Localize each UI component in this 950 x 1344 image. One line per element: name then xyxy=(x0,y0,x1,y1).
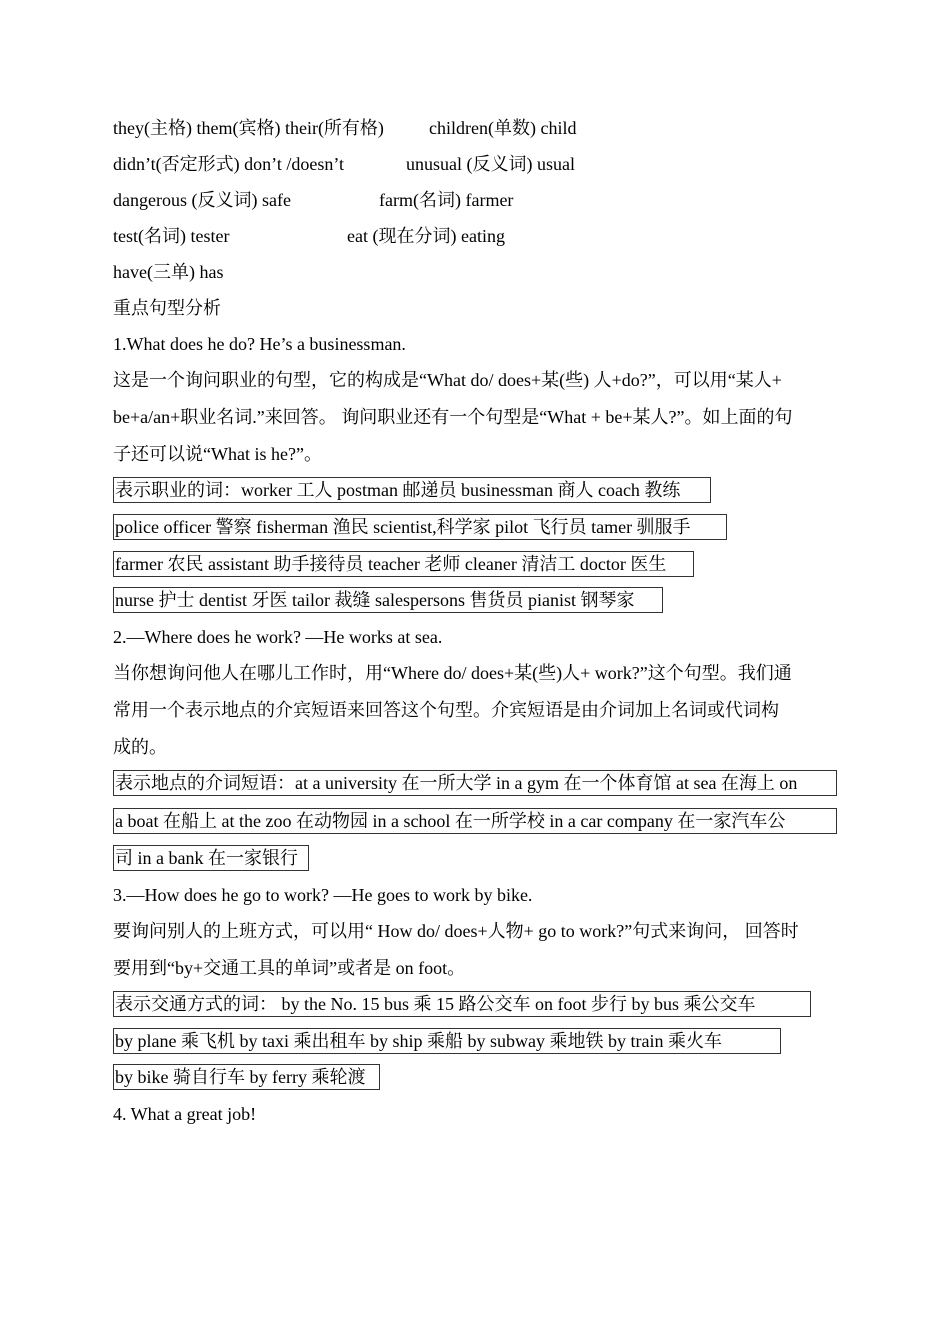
box-row xyxy=(113,770,837,796)
vocab-left: they(主格) them(宾格) their(所有格) xyxy=(113,118,384,138)
sentence-title-3: 3.—How does he go to work? —He goes to work by bike. xyxy=(113,885,533,905)
box-row xyxy=(113,477,711,503)
transport-box-line: by plane 乘飞机 by taxi 乘出租车 by ship 乘船 by subway 乘地铁 by train 乘火车 xyxy=(113,1028,781,1054)
occupation-box-line: 表示职业的词：worker 工人 postman 邮递员 businessman 商人 coach 教练 xyxy=(113,477,711,503)
place-box-line: 司 in a bank 在一家银行 xyxy=(113,845,309,871)
occupation-box-line: police officer 警察 fisherman 渔民 scientist,科学家 pilot 飞行员 tamer 驯服手 xyxy=(113,514,727,540)
transport-box-line: by bike 骑自行车 by ferry 乘轮渡 xyxy=(113,1064,380,1090)
paragraph-line: 要用到“by+交通工具的单词”或者是 on foot。 xyxy=(113,958,466,978)
vocab-row xyxy=(113,187,291,213)
vocab-row xyxy=(113,151,344,177)
box-row xyxy=(113,1064,380,1090)
paragraph-line: 当你想询问他人在哪儿工作时，用“Where do/ does+某(些)人+ work?”这个句型。我们通 xyxy=(113,663,792,683)
paragraph-line: 这是一个询问职业的句型，它的构成是“What do/ does+某(些) 人+do?”，可以用“某人+ xyxy=(113,370,782,390)
vocab-row xyxy=(113,223,229,249)
occupation-box-line: farmer 农民 assistant 助手接待员 teacher 老师 cleaner 清洁工 doctor 医生 xyxy=(113,551,694,577)
box-row xyxy=(113,845,309,871)
vocab-right: eat (现在分词) eating xyxy=(347,226,505,246)
sentence-title-2: 2.—Where does he work? —He works at sea. xyxy=(113,627,443,647)
paragraph-line: be+a/an+职业名词.”来回答。 询问职业还有一个句型是“What + be+某人?”。如上面的句 xyxy=(113,407,793,427)
vocab-left: didn’t(否定形式) don’t /doesn’t xyxy=(113,154,344,174)
box-row xyxy=(113,808,837,834)
box-row xyxy=(113,1028,781,1054)
transport-box-line: 表示交通方式的词： by the No. 15 bus 乘 15 路公交车 on foot 步行 by bus 乘公交车 xyxy=(113,991,811,1017)
vocab-left: have(三单) has xyxy=(113,262,224,282)
place-box-line: 表示地点的介词短语：at a university 在一所大学 in a gym 在一个体育馆 at sea 在海上 on xyxy=(113,770,837,796)
box-row xyxy=(113,551,694,577)
paragraph-line: 子还可以说“What is he?”。 xyxy=(113,444,322,464)
paragraph-line: 常用一个表示地点的介宾短语来回答这个句型。介宾短语是由介词加上名词或代词构 xyxy=(113,700,779,720)
vocab-left: dangerous (反义词) safe xyxy=(113,190,291,210)
vocab-right: children(单数) child xyxy=(429,118,577,138)
section-heading: 重点句型分析 xyxy=(113,298,221,318)
box-row xyxy=(113,587,663,613)
place-box-line: a boat 在船上 at the zoo 在动物园 in a school 在一所学校 in a car company 在一家汽车公 xyxy=(113,808,837,834)
sentence-title-1: 1.What does he do? He’s a businessman. xyxy=(113,334,406,354)
box-row xyxy=(113,514,727,540)
vocab-left: test(名词) tester xyxy=(113,226,230,246)
occupation-box-line: nurse 护士 dentist 牙医 tailor 裁缝 salespersons 售货员 pianist 钢琴家 xyxy=(113,587,663,613)
vocab-row xyxy=(113,259,223,285)
sentence-title-4: 4. What a great job! xyxy=(113,1104,257,1124)
vocab-row xyxy=(113,115,384,141)
paragraph-line: 成的。 xyxy=(113,737,167,757)
vocab-right: unusual (反义词) usual xyxy=(406,154,575,174)
paragraph-line: 要询问别人的上班方式，可以用“ How do/ does+人物+ go to work?”句式来询问， 回答时 xyxy=(113,921,799,941)
vocab-right: farm(名词) farmer xyxy=(379,190,514,210)
box-row xyxy=(113,991,811,1017)
